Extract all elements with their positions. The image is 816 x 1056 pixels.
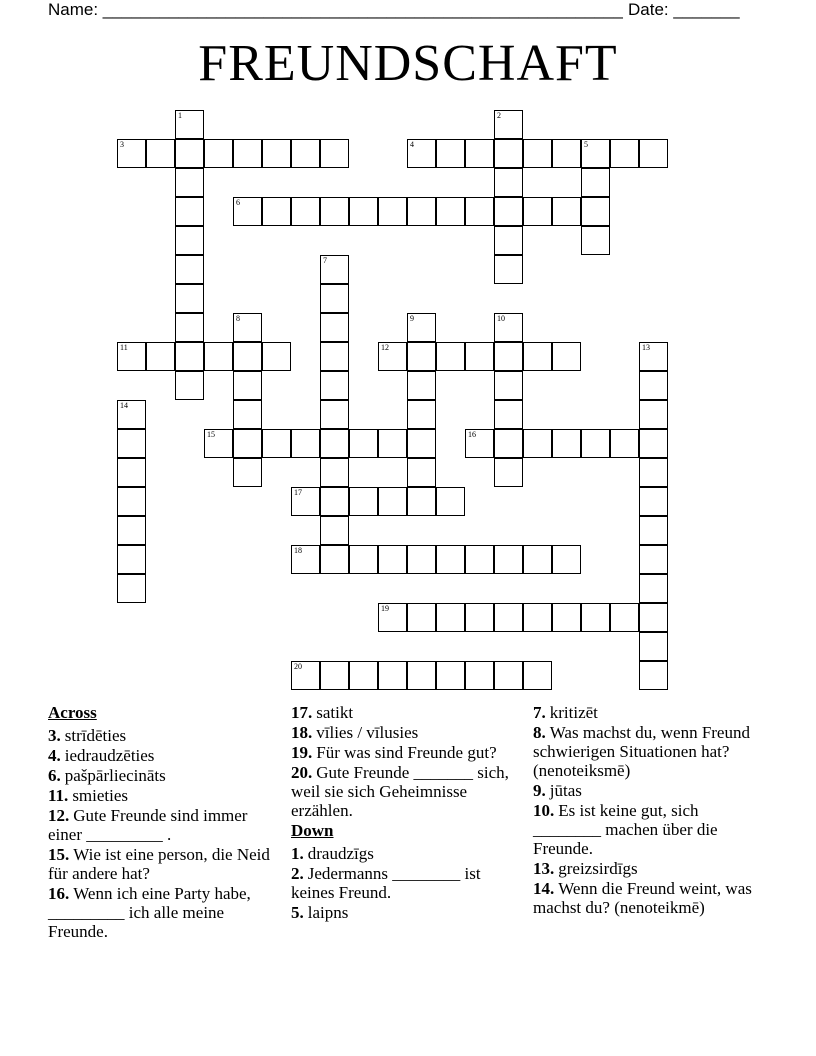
grid-cell[interactable] — [320, 371, 349, 400]
grid-cell[interactable] — [639, 342, 668, 371]
grid-cell[interactable] — [320, 255, 349, 284]
clue-item — [48, 766, 280, 785]
grid-cell[interactable] — [407, 197, 436, 226]
clue-text: Wie ist eine person, die Neid für andere hat? — [48, 845, 270, 883]
grid-cell[interactable] — [320, 197, 349, 226]
grid-cell[interactable] — [378, 487, 407, 516]
clue-text: draudzīgs — [307, 844, 374, 863]
grid-cell[interactable] — [523, 139, 552, 168]
grid-cell[interactable] — [523, 197, 552, 226]
cell-number: 4 — [410, 140, 414, 149]
clue-item — [48, 884, 280, 941]
grid-cell[interactable] — [407, 342, 436, 371]
grid-cell[interactable] — [320, 661, 349, 690]
grid-cell[interactable] — [320, 516, 349, 545]
grid-cell[interactable] — [407, 487, 436, 516]
clue-column-2 — [291, 703, 523, 923]
clue-text: strīdēties — [64, 726, 127, 745]
clue-number: 15. — [48, 845, 70, 864]
clue-number: 5. — [291, 903, 304, 922]
grid-cell[interactable] — [175, 110, 204, 139]
grid-cell[interactable] — [378, 429, 407, 458]
clue-text: laipns — [307, 903, 349, 922]
clue-text: greizsirdīgs — [558, 859, 638, 878]
grid-cell[interactable] — [639, 487, 668, 516]
cell-number: 16 — [468, 430, 476, 439]
clue-text: jūtas — [549, 781, 582, 800]
grid-cell[interactable] — [291, 545, 320, 574]
clue-number: 13. — [533, 859, 555, 878]
clue-item — [533, 859, 765, 878]
grid-cell[interactable] — [581, 139, 610, 168]
grid-cell[interactable] — [523, 429, 552, 458]
clue-item — [291, 844, 523, 863]
grid-cell[interactable] — [320, 545, 349, 574]
clue-column-3 — [533, 703, 765, 918]
grid-cell[interactable] — [320, 400, 349, 429]
clue-item — [291, 743, 523, 762]
clue-number: 3. — [48, 726, 61, 745]
grid-cell[interactable] — [494, 255, 523, 284]
grid-cell[interactable] — [552, 139, 581, 168]
grid-cell[interactable] — [407, 371, 436, 400]
clue-number: 4. — [48, 746, 61, 765]
grid-cell[interactable] — [320, 313, 349, 342]
grid-cell[interactable] — [639, 632, 668, 661]
grid-cell[interactable] — [494, 342, 523, 371]
grid-cell[interactable] — [494, 661, 523, 690]
grid-cell[interactable] — [581, 603, 610, 632]
grid-cell[interactable] — [639, 458, 668, 487]
cell-number: 12 — [381, 343, 389, 352]
grid-cell[interactable] — [117, 574, 146, 603]
grid-cell[interactable] — [204, 342, 233, 371]
cell-number: 13 — [642, 343, 650, 352]
grid-cell[interactable] — [465, 197, 494, 226]
grid-cell[interactable] — [639, 603, 668, 632]
grid-cell[interactable] — [581, 197, 610, 226]
grid-cell[interactable] — [465, 603, 494, 632]
grid-cell[interactable] — [552, 429, 581, 458]
puzzle-title: FREUNDSCHAFT — [198, 35, 618, 92]
cell-number: 5 — [584, 140, 588, 149]
clue-item — [533, 801, 765, 858]
date-field[interactable]: Date: _______ — [628, 0, 740, 19]
grid-cell[interactable] — [494, 458, 523, 487]
grid-cell[interactable] — [494, 226, 523, 255]
grid-cell[interactable] — [291, 429, 320, 458]
grid-cell[interactable] — [436, 197, 465, 226]
grid-cell[interactable] — [262, 139, 291, 168]
grid-cell[interactable] — [262, 429, 291, 458]
grid-cell[interactable] — [349, 487, 378, 516]
grid-cell[interactable] — [552, 197, 581, 226]
grid-cell[interactable] — [117, 429, 146, 458]
grid-cell[interactable] — [610, 603, 639, 632]
grid-cell[interactable] — [175, 226, 204, 255]
grid-cell[interactable] — [291, 661, 320, 690]
grid-cell[interactable] — [262, 342, 291, 371]
grid-cell[interactable] — [349, 429, 378, 458]
name-field[interactable]: Name: _______________________________________________________ — [48, 0, 623, 19]
clue-number: 16. — [48, 884, 70, 903]
grid-cell[interactable] — [494, 400, 523, 429]
grid-cell[interactable] — [523, 661, 552, 690]
grid-cell[interactable] — [494, 139, 523, 168]
grid-cell[interactable] — [233, 313, 262, 342]
down-heading: Down — [291, 821, 334, 840]
clue-item — [48, 845, 280, 883]
grid-cell[interactable] — [436, 342, 465, 371]
cell-number: 17 — [294, 488, 302, 497]
grid-cell[interactable] — [378, 661, 407, 690]
clue-number: 9. — [533, 781, 546, 800]
grid-cell[interactable] — [639, 574, 668, 603]
grid-cell[interactable] — [262, 197, 291, 226]
clue-number: 1. — [291, 844, 304, 863]
grid-cell[interactable] — [320, 284, 349, 313]
cell-number: 18 — [294, 546, 302, 555]
clue-text: Gute Freunde _______ sich, weil sie sich Geheimnisse erzählen. — [291, 763, 509, 820]
grid-cell[interactable] — [494, 603, 523, 632]
grid-cell[interactable] — [320, 139, 349, 168]
cell-number: 15 — [207, 430, 215, 439]
grid-cell[interactable] — [320, 342, 349, 371]
clue-item — [533, 781, 765, 800]
clue-item — [48, 746, 280, 765]
clue-text: vīlies / vīlusies — [316, 723, 419, 742]
grid-cell[interactable] — [378, 545, 407, 574]
grid-cell[interactable] — [639, 661, 668, 690]
clue-number: 20. — [291, 763, 313, 782]
clue-item — [48, 726, 280, 745]
across-heading: Across — [48, 703, 97, 722]
grid-cell[interactable] — [378, 603, 407, 632]
grid-cell[interactable] — [320, 458, 349, 487]
grid-cell[interactable] — [465, 661, 494, 690]
grid-cell[interactable] — [349, 197, 378, 226]
grid-cell[interactable] — [146, 139, 175, 168]
grid-cell[interactable] — [407, 139, 436, 168]
grid-cell[interactable] — [117, 458, 146, 487]
grid-cell[interactable] — [204, 139, 233, 168]
clue-item — [291, 723, 523, 742]
grid-cell[interactable] — [465, 429, 494, 458]
grid-cell[interactable] — [639, 516, 668, 545]
clue-number: 2. — [291, 864, 304, 883]
clue-number: 6. — [48, 766, 61, 785]
cell-number: 8 — [236, 314, 240, 323]
clue-item — [533, 703, 765, 722]
grid-cell[interactable] — [291, 139, 320, 168]
grid-cell[interactable] — [204, 429, 233, 458]
grid-cell[interactable] — [639, 400, 668, 429]
grid-cell[interactable] — [581, 226, 610, 255]
grid-cell[interactable] — [175, 168, 204, 197]
grid-cell[interactable] — [233, 400, 262, 429]
clue-column-1 — [48, 703, 280, 942]
clue-text: kritizēt — [549, 703, 598, 722]
grid-cell[interactable] — [175, 342, 204, 371]
grid-cell[interactable] — [117, 400, 146, 429]
grid-cell[interactable] — [581, 429, 610, 458]
grid-cell[interactable] — [610, 139, 639, 168]
clue-number: 19. — [291, 743, 313, 762]
grid-cell[interactable] — [407, 400, 436, 429]
grid-cell[interactable] — [465, 342, 494, 371]
clue-number: 8. — [533, 723, 546, 742]
grid-cell[interactable] — [117, 342, 146, 371]
clue-text: iedraudzēties — [64, 746, 155, 765]
clue-item — [48, 786, 280, 805]
grid-cell[interactable] — [233, 371, 262, 400]
grid-cell[interactable] — [407, 661, 436, 690]
cell-number: 9 — [410, 314, 414, 323]
grid-cell[interactable] — [117, 487, 146, 516]
clue-number: 7. — [533, 703, 546, 722]
grid-cell[interactable] — [117, 139, 146, 168]
cell-number: 6 — [236, 198, 240, 207]
clue-text: Jedermanns ________ ist keines Freund. — [291, 864, 481, 902]
clue-text: satikt — [316, 703, 354, 722]
grid-cell[interactable] — [320, 487, 349, 516]
clue-text: smieties — [72, 786, 129, 805]
grid-cell[interactable] — [610, 429, 639, 458]
grid-cell[interactable] — [407, 545, 436, 574]
grid-cell[interactable] — [233, 197, 262, 226]
grid-cell[interactable] — [494, 545, 523, 574]
cell-number: 14 — [120, 401, 128, 410]
cell-number: 1 — [178, 111, 182, 120]
grid-cell[interactable] — [407, 429, 436, 458]
grid-cell[interactable] — [436, 661, 465, 690]
grid-cell[interactable] — [552, 342, 581, 371]
grid-cell[interactable] — [523, 342, 552, 371]
clue-number: 17. — [291, 703, 313, 722]
grid-cell[interactable] — [639, 545, 668, 574]
clue-item — [291, 703, 523, 722]
grid-cell[interactable] — [407, 603, 436, 632]
grid-cell[interactable] — [465, 139, 494, 168]
grid-cell[interactable] — [320, 429, 349, 458]
grid-cell[interactable] — [465, 545, 494, 574]
grid-cell[interactable] — [436, 603, 465, 632]
cell-number: 2 — [497, 111, 501, 120]
cell-number: 19 — [381, 604, 389, 613]
clue-text: Gute Freunde sind immer einer _________ . — [48, 806, 248, 844]
grid-cell[interactable] — [552, 603, 581, 632]
clue-text: Es ist keine gut, sich ________ machen über die Freunde. — [533, 801, 718, 858]
grid-cell[interactable] — [146, 342, 175, 371]
grid-cell[interactable] — [117, 545, 146, 574]
clue-item — [291, 903, 523, 922]
grid-cell[interactable] — [552, 545, 581, 574]
grid-cell[interactable] — [407, 313, 436, 342]
grid-cell[interactable] — [523, 603, 552, 632]
grid-cell[interactable] — [639, 371, 668, 400]
grid-cell[interactable] — [175, 255, 204, 284]
grid-cell[interactable] — [639, 139, 668, 168]
cell-number: 10 — [497, 314, 505, 323]
clue-text: pašpārliecināts — [64, 766, 166, 785]
clue-text: Wenn ich eine Party habe, _________ ich alle meine Freunde. — [48, 884, 251, 941]
grid-cell[interactable] — [436, 139, 465, 168]
clue-number: 11. — [48, 786, 69, 805]
clue-number: 12. — [48, 806, 70, 825]
clue-number: 10. — [533, 801, 555, 820]
grid-cell[interactable] — [436, 545, 465, 574]
grid-cell[interactable] — [494, 313, 523, 342]
grid-cell[interactable] — [494, 168, 523, 197]
grid-cell[interactable] — [175, 139, 204, 168]
cell-number: 3 — [120, 140, 124, 149]
grid-cell[interactable] — [494, 429, 523, 458]
grid-cell[interactable] — [407, 458, 436, 487]
grid-cell[interactable] — [349, 661, 378, 690]
grid-cell[interactable] — [233, 342, 262, 371]
grid-cell[interactable] — [291, 487, 320, 516]
grid-cell[interactable] — [581, 168, 610, 197]
grid-cell[interactable] — [494, 110, 523, 139]
clue-number: 18. — [291, 723, 313, 742]
cell-number: 7 — [323, 256, 327, 265]
grid-cell[interactable] — [175, 371, 204, 400]
grid-cell[interactable] — [436, 487, 465, 516]
grid-cell[interactable] — [494, 197, 523, 226]
grid-cell[interactable] — [117, 516, 146, 545]
grid-cell[interactable] — [349, 545, 378, 574]
clue-item — [291, 763, 523, 820]
grid-cell[interactable] — [233, 429, 262, 458]
cell-number: 20 — [294, 662, 302, 671]
clue-text: Was machst du, wenn Freund schwierigen Situationen hat? (nenoteiksmē) — [533, 723, 750, 780]
clue-text: Wenn die Freund weint, was machst du? (nenoteikmē) — [533, 879, 752, 917]
grid-cell[interactable] — [378, 342, 407, 371]
clue-text: Für was sind Freunde gut? — [316, 743, 497, 762]
grid-cell[interactable] — [378, 197, 407, 226]
grid-cell[interactable] — [494, 371, 523, 400]
clue-item — [533, 723, 765, 780]
grid-cell[interactable] — [639, 429, 668, 458]
grid-cell[interactable] — [175, 284, 204, 313]
grid-cell[interactable] — [175, 197, 204, 226]
clue-item — [533, 879, 765, 917]
clue-item — [48, 806, 280, 844]
clue-number: 14. — [533, 879, 555, 898]
grid-cell[interactable] — [291, 197, 320, 226]
grid-cell[interactable] — [233, 458, 262, 487]
grid-cell[interactable] — [175, 313, 204, 342]
cell-number: 11 — [120, 343, 128, 352]
grid-cell[interactable] — [233, 139, 262, 168]
grid-cell[interactable] — [523, 545, 552, 574]
clue-item — [291, 864, 523, 902]
